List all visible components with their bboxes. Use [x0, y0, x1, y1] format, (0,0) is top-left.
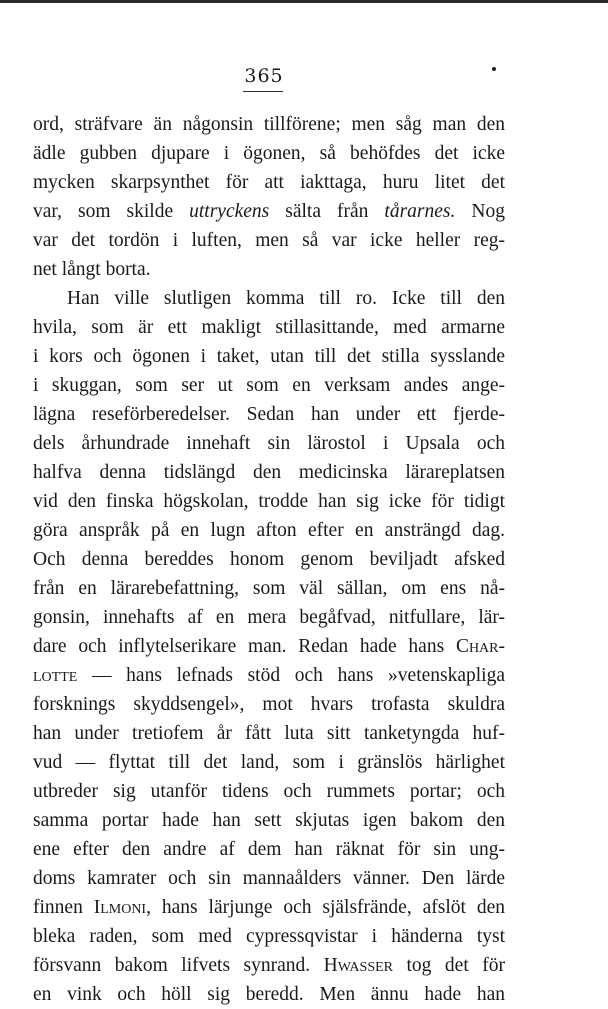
- text-line: lägna reseförberedelser. Sedan han under ett fjerde-: [33, 404, 505, 425]
- small-caps-name: Char-: [455, 636, 505, 657]
- text-line: bleka raden, som med cypressqvistar i händerna tyst: [33, 926, 505, 947]
- text-line: ord, sträfvare än någonsin tillförene; men såg man den: [33, 114, 505, 135]
- text-line: halfva denna tidslängd den medicinska lärareplatsen: [33, 462, 505, 483]
- text-line: mycken skarpsynthet för att iakttaga, huru litet det: [33, 172, 505, 193]
- text-line: [33, 893, 505, 922]
- text-line: forsknings skyddsengel», mot hvars trofasta skuldra: [33, 694, 505, 715]
- text-line: vud — flyttat till det land, som i gränslös härlighet: [33, 752, 505, 773]
- text-line: Han ville slutligen komma till ro. Icke till den: [67, 288, 505, 309]
- text-line: [33, 197, 505, 226]
- text-line: net långt borta.: [33, 259, 151, 280]
- small-caps-name: Hwasser: [323, 955, 393, 976]
- top-border-rule: [0, 0, 608, 3]
- text-line: han under tretiofem år fått luta sitt tanketyngda huf-: [33, 723, 505, 744]
- text-line: från en lärarebefattning, som väl sällan, om ens nå-: [33, 578, 505, 599]
- text-run: sälta från: [269, 201, 385, 222]
- page-number-underline: [243, 91, 283, 92]
- text-line: [33, 951, 505, 980]
- text-run: tog det för: [393, 955, 505, 976]
- text-line: dels århundrade innehaft sin lärostol i Upsala och: [33, 433, 505, 454]
- text-run: finnen: [33, 897, 94, 918]
- body-text: [33, 110, 505, 1009]
- text-run: , hans lärjunge och själsfrände, afslöt den: [146, 897, 505, 918]
- text-line: gonsin, innehafts af en mera begåfvad, nitfullare, lär-: [33, 607, 505, 628]
- text-line: [33, 661, 505, 690]
- text-line: [33, 632, 505, 661]
- text-run: försvann bakom lifvets synrand.: [33, 955, 324, 976]
- text-line: ädle gubben djupare i ögonen, så behöfdes det icke: [33, 143, 505, 164]
- italic-text: uttryckens: [189, 201, 270, 222]
- text-line: vid den finska högskolan, trodde han sig icke för tidigt: [33, 491, 505, 512]
- text-run: var, som skilde: [33, 201, 190, 222]
- text-run: dare och inflytelserikare man. Redan hade hans: [33, 636, 456, 657]
- italic-text: tårarnes.: [384, 201, 456, 222]
- text-line: samma portar hade han sett skjutas igen bakom den: [33, 810, 505, 831]
- text-run: Nog: [455, 201, 505, 222]
- text-line: göra anspråk på en lugn afton efter en ansträngd dag.: [33, 520, 505, 541]
- text-run: — hans lefnads stöd och hans »vetenskapliga: [77, 665, 505, 686]
- text-line: i kors och ögonen i taket, utan till det stilla sysslande: [33, 346, 505, 367]
- page-number: 365: [244, 65, 284, 87]
- text-line: hvila, som är ett makligt stillasittande, med armarne: [33, 317, 505, 338]
- text-line: ene efter den andre af dem han räknat för sin ung-: [33, 839, 505, 860]
- text-line: utbreder sig utanför tidens och rummets portar; och: [33, 781, 505, 802]
- text-line: i skuggan, som ser ut som en verksam andes ange-: [33, 375, 505, 396]
- text-line: doms kamrater och sin mannaålders vänner. Den lärde: [33, 868, 505, 889]
- text-line: en vink och höll sig beredd. Men ännu hade han: [33, 984, 505, 1005]
- small-caps-name: lotte: [33, 665, 78, 686]
- text-line: var det tordön i luften, men så var icke heller reg-: [33, 230, 505, 251]
- text-line: Och denna bereddes honom genom beviljadt afsked: [33, 549, 505, 570]
- small-caps-name: Ilmoni: [93, 897, 147, 918]
- print-speck: [492, 67, 496, 71]
